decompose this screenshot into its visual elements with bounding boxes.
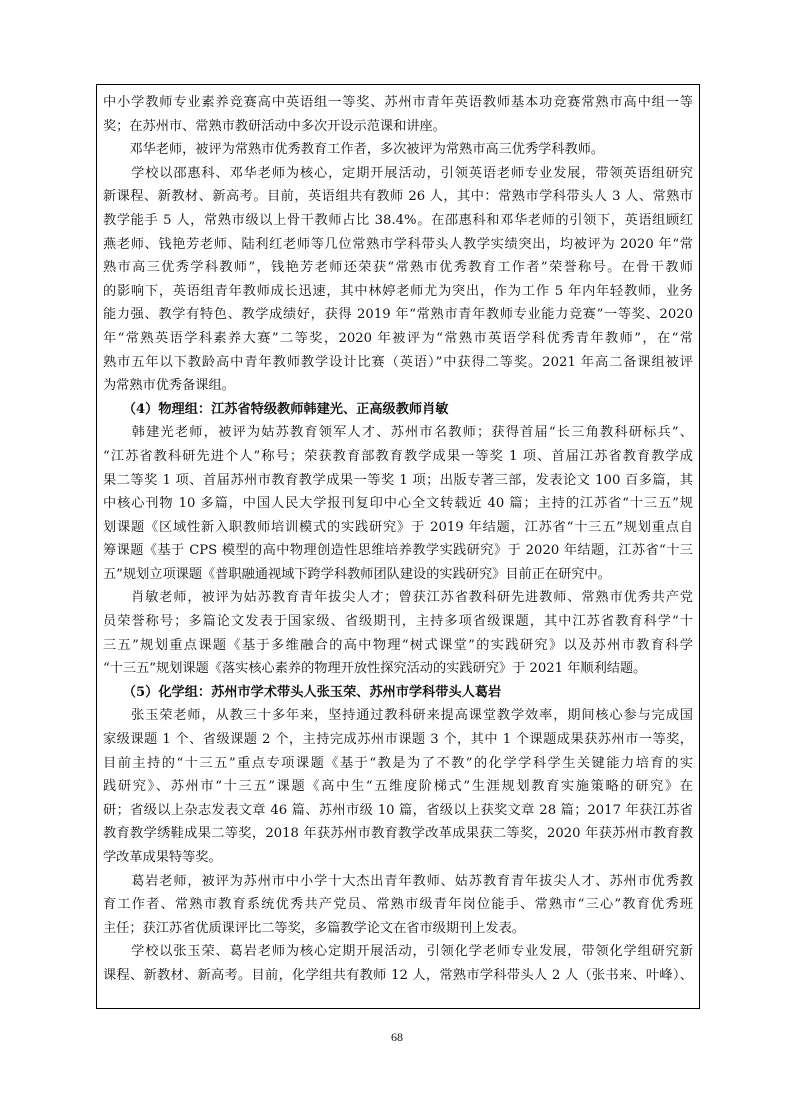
text-line: 果二等奖 1 项、首届苏州市教育教学成果一等奖 1 项；出版专著三部，发表论文 100 百多篇，其 [103,472,693,488]
text-line: 学校以张玉荣、葛岩老师为核心定期开展活动，引领化学老师专业发展，带领化学组研究新 [103,944,693,960]
text-line: 为常熟市优秀备课组。 [103,378,235,394]
text-line: 中核心刊物 10 多篇，中国人民大学报刊复印中心全文转载近 40 篇；主持的江苏省“十三五”规 [103,496,693,512]
text-line: 五”规划立项课题《普职融通视域下跨学科教师团队建设的实践研究》目前正在研究中。 [103,566,611,582]
text-line: 新课程、新教材、新高考。目前，英语组共有教师 26 人，其中：常熟市学科带头人 3 人、常熟市 [103,189,693,205]
text-line: 学改革成果特等奖。 [103,850,222,865]
text-line: 燕老师、钱艳芳老师、陆利红老师等几位常熟市学科带头人教学实绩突出，均被评为 2020 年“常 [103,236,693,252]
text-line: 能力强、教学有特色、教学成绩好，获得 2019 年“常熟市青年教师专业能力竞赛”一等奖、2020 [103,307,693,323]
text-line: 韩建光老师，被评为姑苏教育领军人才、苏州市名教师；获得首届“长三角教科研标兵”、 [103,425,693,441]
text-line: 中小学教师专业素养竞赛高中英语组一等奖、苏州市青年英语教师基本功竞赛常熟市高中组一等 [103,95,693,110]
text-line: 教学能手 5 人，常熟市级以上骨干教师占比 38.4%。在邵惠科和邓华老师的引领下，英语组顾红 [103,212,693,228]
text-line: 三五”规划重点课题《基于多维融合的高中物理“树式课堂”的实践研究》以及苏州市教育科学 [103,637,693,653]
text-line: “江苏省教科研先进个人”称号；荣获教育部教育教学成果一等奖 1 项、首届江苏省教育教学成 [103,448,693,464]
text-line: 践研究》、苏州市“十三五”课题《高中生“五维度阶梯式”生涯规划教育实施策略的研究》在 [103,779,693,795]
text-line: 葛岩老师，被评为苏州市中小学十大杰出青年教师、姑苏教育青年拔尖人才、苏州市优秀教 [103,873,693,889]
text-line: “十三五”规划课题《落实核心素养的物理开放性探究活动的实践研究》于 2021 年顺利结题。 [103,661,647,677]
text-line: 熟市高三优秀学科教师”，钱艳芳老师还荣获“常熟市优秀教育工作者”荣誉称号。在骨干教师 [103,260,693,276]
text-line: 奖；在苏州市、常熟市教研活动中多次开设示范课和讲座。 [103,118,446,134]
section-heading-physics: （4）物理组：江苏省特级教师韩建光、正高级教师肖敏 [103,401,449,417]
text-line: 学校以邵惠科、邓华老师为核心，定期开展活动，引领英语老师专业发展，带领英语组研究 [103,165,693,181]
text-line: 肖敏老师，被评为姑苏教育青年拔尖人才；曾获江苏省教科研先进教师、常熟市优秀共产党 [103,590,693,606]
text-line: 研；省级以上杂志发表文章 46 篇、苏州市级 10 篇，省级以上获奖文章 28 篇；2017 年获江苏省 [103,802,693,818]
text-line: 熟市五年以下教龄高中青年教师教学设计比赛（英语）”中获得二等奖。2021 年高二备课组被评 [103,354,693,370]
text-line: 邓华老师，被评为常熟市优秀教育工作者，多次被评为常熟市高三优秀学科教师。 [103,142,605,158]
text-line: 的影响下，英语组青年教师成长迅速，其中林婷老师尤为突出，作为工作 5 年内年轻教师，业务 [103,283,693,299]
text-line: 课程、新教材、新高考。目前，化学组共有教师 12 人，常熟市学科带头人 2 人（张书来、叶峰）、 [103,967,693,983]
text-line: 育工作者、常熟市教育系统优秀共产党员、常熟市级青年岗位能手、常熟市“三心”教育优秀班 [103,897,693,913]
text-line: 目前主持的“十三五”重点专项课题《基于“教是为了不教”的化学学科学生关键能力培育的实 [103,755,693,771]
text-line: 主任；获江苏省优质课评比二等奖，多篇教学论文在省市级期刊上发表。 [103,920,525,936]
text-line: 员荣誉称号；多篇论文发表于国家级、省级期刊，主持多项省级课题，其中江苏省教育科学“十 [103,614,693,630]
section-heading-chemistry: （5）化学组：苏州市学术带头人张玉荣、苏州市学科带头人葛岩 [103,684,502,700]
document-frame [96,84,700,1009]
text-line: 张玉荣老师，从教三十多年来，坚持通过教科研来提高课堂教学效率，期间核心参与完成国 [103,708,693,724]
text-line: 年“常熟英语学科素养大赛”二等奖，2020 年被评为“常熟市英语学科优秀青年教师”，在“常 [103,330,693,346]
text-line: 家级课题 1 个、省级课题 2 个，主持完成苏州市课题 3 个，其中 1 个课题成果获苏州市一等奖， [103,732,693,748]
text-line: 划课题《区域性新入职教师培训模式的实践研究》于 2019 年结题，江苏省“十三五”规划重点自 [103,519,693,535]
text-line: 筹课题《基于 CPS 模型的高中物理创造性思维培养教学实践研究》于 2020 年结题，江苏省“十三 [103,543,693,559]
page-number: 68 [391,1030,403,1044]
text-line: 教育教学绣鞋成果二等奖，2018 年获苏州市教育教学改革成果获二等奖，2020 年获苏州市教育教 [103,826,693,842]
